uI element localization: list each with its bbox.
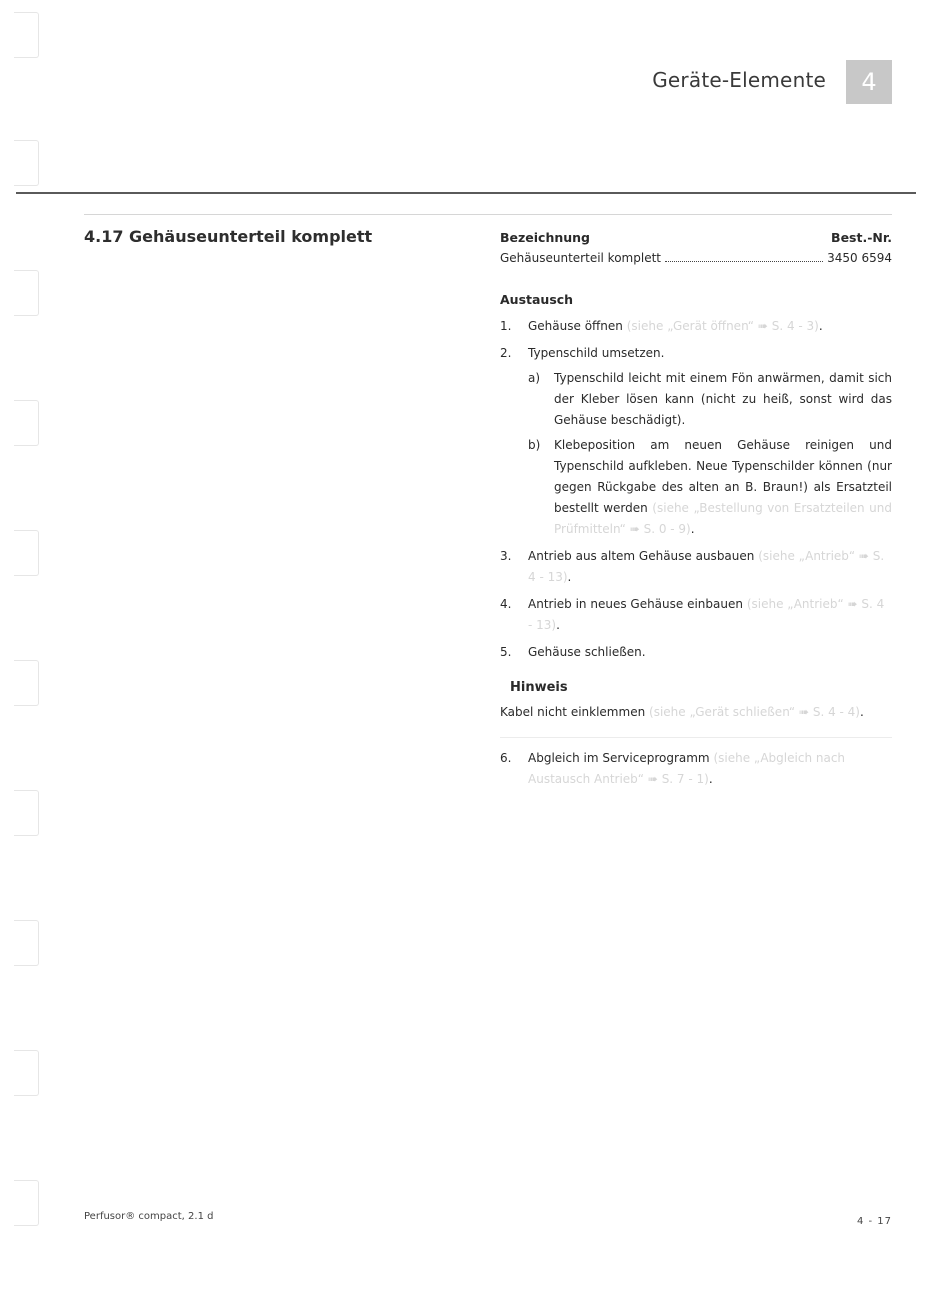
content-column xyxy=(500,227,892,790)
parts-table-header xyxy=(500,227,892,248)
step-item xyxy=(500,343,892,364)
binder-hole-mark xyxy=(14,920,39,966)
note-box xyxy=(500,677,892,738)
cross-reference-link[interactable]: (siehe „Abgleich nach Austausch Antrieb“ ➠ S. 7 - 1) xyxy=(528,751,846,786)
note-text xyxy=(500,702,892,723)
chapter-title: Geräte-Elemente xyxy=(652,68,826,92)
binder-hole-mark xyxy=(14,530,39,576)
step-text xyxy=(528,316,892,337)
binder-hole-mark xyxy=(14,660,39,706)
step-item xyxy=(500,316,892,337)
column-header-number: Best.-Nr. xyxy=(831,230,892,245)
cross-reference-link[interactable]: (siehe „Bestellung von Ersatzteilen und Prüfmitteln“ ➠ S. 0 - 9) xyxy=(554,501,892,536)
step-item xyxy=(500,642,892,663)
step-end: . xyxy=(818,319,823,333)
step-number: 5. xyxy=(500,645,512,659)
binder-hole-mark xyxy=(14,1050,39,1096)
cross-reference-link[interactable]: (siehe „Gerät öffnen“ ➠ S. 4 - 3) xyxy=(626,319,819,333)
column-header-name: Bezeichnung xyxy=(500,230,590,245)
substep-text xyxy=(554,435,892,540)
cross-reference-link[interactable]: (siehe „Antrieb“ ➠ S. 4 - 13) xyxy=(528,597,885,632)
step-end: . xyxy=(708,772,713,786)
step-text xyxy=(528,546,892,588)
header-divider xyxy=(16,192,916,194)
note-heading: Hinweis xyxy=(510,680,568,695)
binder-hole-mark xyxy=(14,12,39,58)
step-number: 2. xyxy=(500,346,512,360)
note-main-text: Kabel nicht einklemmen xyxy=(500,705,646,719)
step-number: 4. xyxy=(500,597,512,611)
substep-main-text: Klebeposition am neuen Gehäuse reinigen und Typenschild aufkleben. Neue Typenschilder können (nur gegen Rückgabe des alten an B. Braun!) als Ersatzteil bestellt werden xyxy=(554,438,892,515)
section-divider xyxy=(84,214,892,215)
step-text: Typenschild umsetzen. xyxy=(528,346,665,360)
substep-item xyxy=(528,368,892,431)
step-text xyxy=(528,594,892,636)
binder-hole-mark xyxy=(14,140,39,186)
section-title: 4.17 Gehäuseunterteil komplett xyxy=(84,227,373,246)
binder-hole-mark xyxy=(14,790,39,836)
part-number: 3450 6594 xyxy=(827,251,892,265)
step-number: 3. xyxy=(500,549,512,563)
chapter-number-badge: 4 xyxy=(846,60,892,104)
step-text: Gehäuse schließen. xyxy=(528,645,646,659)
step-item xyxy=(500,546,892,588)
step-main-text: Gehäuse öffnen xyxy=(528,319,623,333)
step-text xyxy=(528,748,892,790)
substep-letter: a) xyxy=(528,371,541,385)
step-end: . xyxy=(567,570,572,584)
step-main-text: Antrieb aus altem Gehäuse ausbauen xyxy=(528,549,755,563)
step-end: . xyxy=(556,618,560,632)
step-number: 6. xyxy=(500,751,512,765)
step-item xyxy=(500,594,892,636)
cross-reference-link[interactable]: (siehe „Gerät schließen“ ➠ S. 4 - 4) xyxy=(649,705,860,719)
substep-letter: b) xyxy=(528,438,541,452)
austausch-heading: Austausch xyxy=(500,292,574,307)
part-name: Gehäuseunterteil komplett xyxy=(500,251,661,265)
step-main-text: Antrieb in neues Gehäuse einbauen xyxy=(528,597,743,611)
leader-dots xyxy=(665,261,823,262)
substep-text: Typenschild leicht mit einem Fön anwärmen, damit sich der Kleber lösen kann (nicht zu heiß, sonst wird das Gehäuse beschädigt). xyxy=(554,371,892,427)
step-main-text: Abgleich im Serviceprogramm xyxy=(528,751,710,765)
binder-hole-mark xyxy=(14,1180,39,1226)
note-end: . xyxy=(859,705,864,719)
substep-item xyxy=(528,435,892,540)
binder-hole-mark xyxy=(14,270,39,316)
substep-end: . xyxy=(690,522,695,536)
parts-table-row xyxy=(500,248,892,269)
binder-hole-mark xyxy=(14,400,39,446)
footer-page-number: 4 - 17 xyxy=(856,1216,892,1227)
footer-product: Perfusor® compact, 2.1 d xyxy=(84,1211,214,1222)
cross-reference-link[interactable]: (siehe „Antrieb“ ➠ S. 4 - 13) xyxy=(528,549,885,584)
note-divider xyxy=(500,737,892,738)
step-item xyxy=(500,748,892,790)
step-number: 1. xyxy=(500,319,512,333)
